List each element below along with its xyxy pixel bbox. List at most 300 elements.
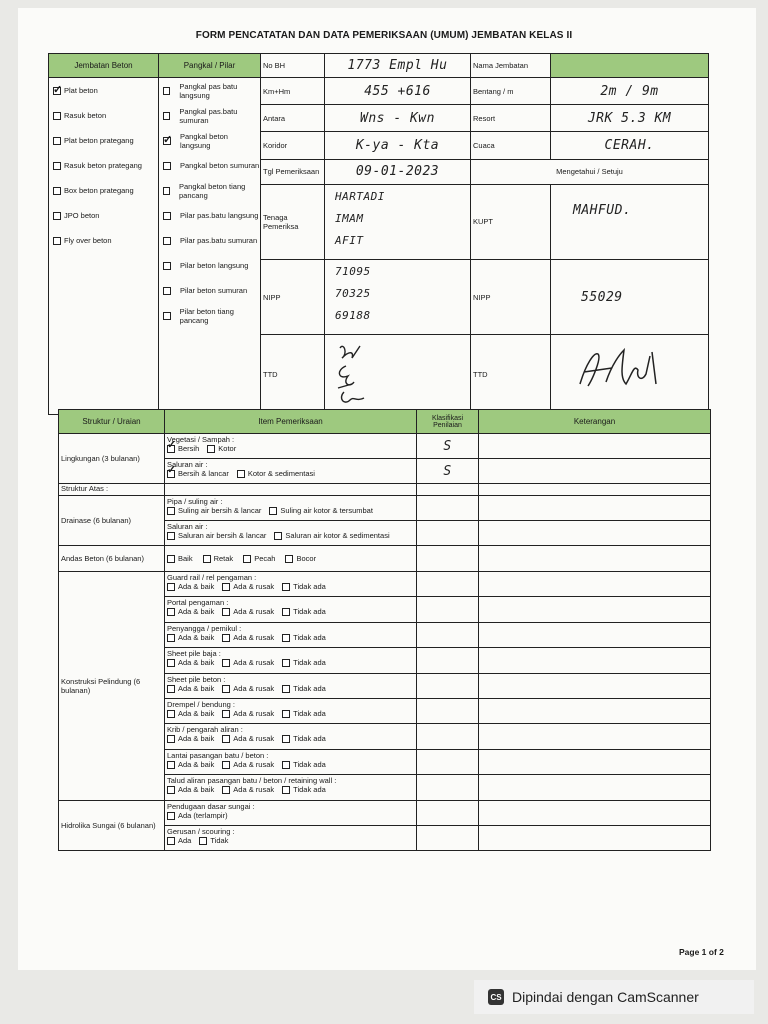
option-label: Ada & rusak (233, 582, 275, 591)
jembatan-beton-item[interactable] (49, 228, 158, 253)
pangkal-label: Pangkal beton langsung (179, 131, 228, 150)
option[interactable] (167, 709, 214, 718)
option[interactable] (167, 811, 228, 820)
option[interactable] (269, 506, 373, 515)
pangkal-checkbox[interactable] (163, 137, 171, 145)
option-label: Ada & rusak (233, 632, 275, 642)
option-checkbox[interactable] (237, 470, 245, 478)
andas-options (165, 546, 417, 572)
pangkal-checkbox[interactable] (163, 237, 171, 245)
item-pemeriksaan-cell (165, 459, 417, 484)
no-bh-label: No BH (261, 54, 325, 78)
andas-option-label: Bocor (296, 553, 317, 563)
keterangan-cell (479, 648, 711, 673)
keterangan-cell (479, 546, 711, 572)
option-label: Suling air kotor & tersumbat (280, 506, 373, 515)
camscanner-logo-icon: CS (488, 989, 504, 1005)
signature-pemeriksa (330, 340, 390, 412)
option-label: Bersih & lancar (178, 469, 229, 478)
option-checkbox[interactable] (167, 532, 175, 540)
option-checkbox[interactable] (282, 583, 290, 591)
klasifikasi-cell (417, 572, 479, 597)
item-pemeriksaan-cell (165, 434, 417, 459)
section-hidrolika-sungai: Hidrolika Sungai (6 bulanan) (59, 800, 165, 850)
option-label: Ada & baik (178, 734, 215, 744)
option-checkbox[interactable] (207, 445, 215, 453)
option[interactable] (222, 684, 274, 693)
item-pemeriksaan-cell (165, 724, 417, 749)
jembatan-beton-checkbox[interactable] (53, 187, 61, 195)
tenaga-label: Tenaga Pemeriksa (261, 184, 325, 259)
section-andas-beton: Andas Beton (6 bulanan) (59, 546, 165, 572)
pangkal-item[interactable] (159, 128, 260, 153)
keterangan-cell (479, 434, 711, 459)
item-pemeriksaan-cell (165, 698, 417, 723)
option[interactable] (167, 444, 199, 453)
section-konstruksi-pelindung: Konstruksi Pelindung (6 bulanan) (59, 572, 165, 801)
exam-table (58, 409, 711, 851)
option-checkbox[interactable] (167, 685, 175, 693)
jembatan-beton-checkbox[interactable] (53, 137, 61, 145)
option-label: Tidak ada (293, 785, 326, 795)
tgl-value: 09-01-2023 (325, 159, 471, 184)
kupt-value: MAHFUD. (551, 184, 709, 259)
option-checkbox[interactable] (269, 507, 277, 515)
option-label: Tidak ada (293, 683, 326, 693)
option-checkbox[interactable] (222, 685, 230, 693)
header-struktur: Struktur / Uraian (59, 410, 165, 434)
bentang-value: 2m / 9m (551, 78, 709, 105)
option-checkbox[interactable] (167, 837, 175, 845)
jembatan-beton-list (49, 78, 159, 415)
option-label: Ada & rusak (233, 734, 275, 744)
option-checkbox[interactable] (222, 735, 230, 743)
klasifikasi-cell (417, 800, 479, 825)
pangkal-checkbox[interactable] (163, 312, 171, 320)
item-pemeriksaan-cell (165, 648, 417, 673)
klasifikasi-cell (417, 622, 479, 647)
header-klasifikasi: Klasifikasi Penilaian (417, 410, 479, 434)
form-title: FORM PENCATATAN DAN DATA PEMERIKSAAN (UMUM) JEMBATAN KELAS II (195, 30, 573, 41)
andas-option-label: Retak (213, 553, 234, 563)
klasifikasi-cell (417, 496, 479, 521)
item-pemeriksaan-cell (165, 800, 417, 825)
option-label: Ada (terlampir) (178, 810, 228, 820)
jembatan-beton-label: JPO beton (64, 211, 100, 221)
option[interactable] (199, 836, 228, 845)
koridor-label: Koridor (261, 132, 325, 159)
option-label: Tidak ada (293, 708, 326, 718)
option-checkbox[interactable] (167, 761, 175, 769)
camscanner-text: Dipindai dengan CamScanner (512, 989, 699, 1005)
option-label: Ada & baik (178, 708, 215, 718)
jembatan-beton-item[interactable] (49, 153, 158, 178)
pangkal-item[interactable] (159, 178, 260, 203)
klasifikasi-value: S (417, 434, 479, 459)
pangkal-label: Pilar beton tiang pancang (179, 306, 234, 325)
signature-kupt (576, 344, 666, 394)
andas-checkbox[interactable] (203, 555, 211, 563)
nipp-2: 70325 (335, 287, 371, 301)
option-checkbox[interactable] (167, 507, 175, 515)
klasifikasi-cell (417, 749, 479, 774)
pangkal-item[interactable] (159, 303, 260, 328)
option-label: Saluran air kotor & sedimentasi (285, 531, 390, 540)
item-title: Sheet pile beton : (167, 674, 226, 684)
option[interactable] (207, 444, 236, 453)
option[interactable] (222, 785, 274, 794)
option-checkbox[interactable] (167, 659, 175, 667)
andas-option[interactable] (167, 554, 193, 563)
nipp-values (325, 260, 471, 335)
item-pemeriksaan-cell (165, 521, 417, 546)
option-label: Suling air bersih & lancar (178, 506, 262, 515)
option-label: Tidak ada (293, 734, 326, 744)
item-pemeriksaan-cell (165, 496, 417, 521)
jembatan-beton-checkbox[interactable] (53, 237, 61, 245)
option[interactable] (167, 760, 214, 769)
jembatan-beton-item[interactable] (49, 203, 158, 228)
klasifikasi-cell (417, 648, 479, 673)
section-struktur-atas: Struktur Atas : (59, 484, 165, 496)
option[interactable] (167, 785, 214, 794)
jembatan-beton-label: Plat beton prategang (64, 136, 134, 146)
item-title: Gerusan / scouring : (167, 826, 235, 836)
tenaga-values (325, 184, 471, 259)
andas-option-label: Pecah (254, 553, 276, 563)
pangkal-checkbox[interactable] (163, 112, 170, 120)
option[interactable] (282, 658, 326, 667)
jembatan-beton-label: Rasuk beton prategang (64, 161, 142, 171)
option[interactable] (282, 582, 326, 591)
nipp-3: 69188 (335, 309, 371, 323)
option[interactable] (222, 633, 274, 642)
ttd2-label: TTD (471, 335, 551, 415)
pangkal-label: Pilar beton langsung (180, 261, 249, 271)
option-label: Tidak ada (293, 582, 326, 591)
jembatan-beton-item[interactable] (49, 128, 158, 153)
jembatan-beton-item[interactable] (49, 178, 158, 203)
pangkal-checkbox[interactable] (163, 262, 171, 270)
option[interactable] (167, 531, 266, 540)
nipp2-label: NIPP (471, 260, 551, 335)
jembatan-beton-label: Plat beton (64, 86, 98, 96)
option-label: Tidak (210, 835, 229, 845)
option[interactable] (222, 658, 274, 667)
cuaca-label: Cuaca (471, 132, 551, 159)
option[interactable] (282, 684, 326, 693)
andas-option[interactable] (285, 554, 316, 563)
ttd-label: TTD (261, 335, 325, 415)
jembatan-beton-checkbox[interactable] (53, 112, 61, 120)
option-checkbox[interactable] (282, 761, 290, 769)
klasifikasi-cell (417, 546, 479, 572)
option-checkbox[interactable] (282, 685, 290, 693)
keterangan-cell (479, 484, 711, 496)
keterangan-cell (479, 800, 711, 825)
jembatan-beton-item[interactable] (49, 78, 158, 103)
item-title: Saluran air : (167, 460, 208, 469)
item-title: Talud aliran pasangan batu / beton / retaining wall : (167, 776, 337, 786)
item-title: Portal pengaman : (167, 598, 229, 608)
item-pemeriksaan-cell (165, 597, 417, 622)
page-number: Page 1 of 2 (679, 947, 724, 957)
option-checkbox[interactable] (167, 608, 175, 616)
pangkal-item[interactable] (159, 153, 260, 178)
pangkal-item[interactable] (159, 278, 260, 303)
keterangan-cell (479, 698, 711, 723)
tgl-label: Tgl Pemeriksaan (261, 159, 325, 184)
klasifikasi-cell (417, 825, 479, 850)
nama-jembatan-value (551, 54, 709, 78)
option-checkbox[interactable] (282, 659, 290, 667)
pangkal-label: Pilar beton sumuran (180, 286, 248, 296)
option-checkbox[interactable] (167, 735, 175, 743)
kmhm-label: Km+Hm (261, 78, 325, 105)
option-checkbox[interactable] (282, 634, 290, 642)
pangkal-label: Pilar pas.batu langsung (180, 211, 259, 221)
jembatan-beton-label: Rasuk beton (64, 111, 107, 121)
klasifikasi-cell (417, 698, 479, 723)
jembatan-beton-checkbox[interactable] (53, 87, 61, 95)
tenaga-3: AFIT (335, 233, 364, 247)
keterangan-cell (479, 825, 711, 850)
keterangan-cell (479, 496, 711, 521)
resort-value: JRK 5.3 KM (551, 105, 709, 132)
item-title: Penyangga / pemikul : (167, 623, 242, 633)
option-checkbox[interactable] (199, 837, 207, 845)
item-title: Pendugaan dasar sungai : (167, 801, 255, 811)
option[interactable] (167, 734, 214, 743)
option[interactable] (282, 709, 326, 718)
keterangan-cell (479, 775, 711, 800)
option-label: Tidak ada (293, 632, 326, 642)
keterangan-cell (479, 724, 711, 749)
pangkal-checkbox[interactable] (163, 87, 170, 95)
klasifikasi-cell (417, 484, 479, 496)
item-title: Saluran air : (167, 522, 208, 531)
pangkal-item[interactable] (159, 78, 260, 103)
option-checkbox[interactable] (282, 735, 290, 743)
option-label: Tidak ada (293, 759, 326, 769)
option-label: Ada & rusak (233, 708, 275, 718)
item-pemeriksaan-cell (165, 749, 417, 774)
pangkal-label: Pangkal pas.batu sumuran (179, 106, 238, 125)
option-label: Ada & rusak (233, 683, 275, 693)
bentang-label: Bentang / m (471, 78, 551, 105)
pangkal-label: Pangkal beton tiang pancang (179, 181, 246, 200)
option[interactable] (167, 582, 214, 591)
item-pemeriksaan-cell (165, 673, 417, 698)
no-bh-value: 1773 Empl Hu (325, 54, 471, 78)
kupt-label: KUPT (471, 184, 551, 259)
jembatan-beton-label: Box beton prategang (64, 186, 134, 196)
option-label: Saluran air bersih & lancar (178, 531, 267, 540)
pangkal-item[interactable] (159, 228, 260, 253)
option-checkbox[interactable] (282, 710, 290, 718)
jembatan-beton-checkbox[interactable] (53, 212, 61, 220)
pangkal-checkbox[interactable] (163, 212, 171, 220)
option-label: Ada & baik (178, 785, 215, 795)
option-checkbox[interactable] (282, 608, 290, 616)
item-title: Krib / pengarah aliran : (167, 725, 243, 735)
item-pemeriksaan-cell (165, 775, 417, 800)
option-label: Bersih (178, 444, 200, 453)
pangkal-item[interactable] (159, 253, 260, 278)
option[interactable] (282, 607, 326, 616)
option-checkbox[interactable] (274, 532, 282, 540)
header-keterangan: Keterangan (479, 410, 711, 434)
option-checkbox[interactable] (222, 583, 230, 591)
option-checkbox[interactable] (222, 761, 230, 769)
option-checkbox[interactable] (222, 710, 230, 718)
pangkal-checkbox[interactable] (163, 162, 171, 170)
option[interactable] (222, 582, 274, 591)
option[interactable] (222, 734, 274, 743)
option-checkbox[interactable] (167, 445, 175, 453)
andas-option[interactable] (243, 554, 275, 563)
option-checkbox[interactable] (282, 786, 290, 794)
nipp-1: 71095 (335, 265, 371, 279)
andas-checkbox[interactable] (243, 555, 251, 563)
nipp-label: NIPP (261, 260, 325, 335)
option[interactable] (282, 785, 326, 794)
option-label: Ada & rusak (233, 607, 275, 617)
cuaca-value: CERAH. (551, 132, 709, 159)
klasifikasi-cell (417, 597, 479, 622)
option-label: Kotor & sedimentasi (247, 469, 315, 478)
option-checkbox[interactable] (167, 470, 175, 478)
antara-value: Wns - Kwn (325, 105, 471, 132)
andas-checkbox[interactable] (285, 555, 293, 563)
jembatan-beton-label: Fly over beton (64, 236, 112, 246)
klasifikasi-cell (417, 673, 479, 698)
option-label: Tidak ada (293, 658, 326, 668)
option-label: Ada & baik (178, 683, 215, 693)
item-title: Lantai pasangan batu / beton : (167, 750, 269, 760)
item-title: Drempel / bendung : (167, 699, 235, 709)
nipp2-value: 55029 (551, 260, 709, 335)
option-checkbox[interactable] (222, 634, 230, 642)
klasifikasi-cell (417, 521, 479, 546)
option[interactable] (222, 709, 274, 718)
option-checkbox[interactable] (167, 812, 175, 820)
pangkal-checkbox[interactable] (163, 287, 171, 295)
tenaga-1: HARTADI (335, 189, 385, 203)
option[interactable] (237, 469, 315, 478)
option-checkbox[interactable] (167, 786, 175, 794)
option-label: Ada & rusak (233, 658, 275, 668)
klasifikasi-cell (417, 775, 479, 800)
antara-label: Antara (261, 105, 325, 132)
item-cell (165, 484, 417, 496)
andas-checkbox[interactable] (167, 555, 175, 563)
pangkal-label: Pilar pas.batu sumuran (180, 236, 258, 246)
option[interactable] (222, 607, 274, 616)
tenaga-2: IMAM (335, 211, 364, 225)
keterangan-cell (479, 521, 711, 546)
pangkal-item[interactable] (159, 203, 260, 228)
keterangan-cell (479, 572, 711, 597)
klasifikasi-value: S (417, 459, 479, 484)
option[interactable] (282, 760, 326, 769)
option-label: Ada & baik (178, 632, 215, 642)
nama-jembatan-label: Nama Jembatan (471, 54, 551, 78)
option[interactable] (167, 836, 191, 845)
option-label: Ada & baik (178, 607, 215, 617)
option[interactable] (222, 760, 274, 769)
option-label: Ada & rusak (233, 785, 275, 795)
keterangan-cell (479, 597, 711, 622)
pangkal-checkbox[interactable] (163, 187, 170, 195)
pangkal-list (159, 78, 261, 415)
item-title: Sheet pile baja : (167, 649, 221, 659)
jembatan-beton-checkbox[interactable] (53, 162, 61, 170)
option[interactable] (167, 633, 214, 642)
keterangan-cell (479, 673, 711, 698)
section-drainase: Drainase (6 bulanan) (59, 496, 165, 546)
option[interactable] (167, 469, 229, 478)
option[interactable] (167, 658, 214, 667)
header-pangkal-pilar: Pangkal / Pilar (159, 54, 261, 78)
item-pemeriksaan-cell (165, 825, 417, 850)
option-label: Ada & rusak (233, 759, 275, 769)
kmhm-value: 455 +616 (325, 78, 471, 105)
option[interactable] (167, 607, 214, 616)
option-checkbox[interactable] (222, 786, 230, 794)
option-label: Kotor (218, 444, 237, 453)
jembatan-beton-item[interactable] (49, 103, 158, 128)
option-label: Ada & baik (178, 759, 215, 769)
option[interactable] (274, 531, 389, 540)
section-lingkungan: Lingkungan (3 bulanan) (59, 434, 165, 484)
option[interactable] (282, 734, 326, 743)
option-label: Ada (178, 835, 192, 845)
camscanner-watermark (474, 980, 754, 1014)
header-jembatan-beton: Jembatan Beton (49, 54, 159, 78)
item-title: Pipa / suling air : (167, 497, 223, 506)
pangkal-label: Pangkal beton sumuran (180, 161, 260, 171)
keterangan-cell (479, 749, 711, 774)
andas-option-label: Baik (178, 553, 193, 563)
option-label: Tidak ada (293, 607, 326, 617)
item-pemeriksaan-cell (165, 622, 417, 647)
resort-label: Resort (471, 105, 551, 132)
item-title: Guard rail / rel pengaman : (167, 573, 257, 582)
option[interactable] (167, 684, 214, 693)
option-checkbox[interactable] (222, 608, 230, 616)
option-checkbox[interactable] (167, 634, 175, 642)
option[interactable] (167, 506, 261, 515)
andas-option[interactable] (203, 554, 234, 563)
option[interactable] (282, 633, 326, 642)
pangkal-item[interactable] (159, 103, 260, 128)
item-pemeriksaan-cell (165, 572, 417, 597)
mengetahui-label: Mengetahui / Setuju (471, 159, 709, 184)
item-title: Vegetasi / Sampah : (167, 435, 235, 444)
option-checkbox[interactable] (167, 710, 175, 718)
klasifikasi-cell (417, 724, 479, 749)
keterangan-cell (479, 622, 711, 647)
pangkal-label: Pangkal pas batu langsung (179, 81, 238, 100)
option-checkbox[interactable] (167, 583, 175, 591)
koridor-value: K-ya - Kta (325, 132, 471, 159)
header-item: Item Pemeriksaan (165, 410, 417, 434)
keterangan-cell (479, 459, 711, 484)
option-label: Ada & baik (178, 582, 215, 591)
option-checkbox[interactable] (222, 659, 230, 667)
option-label: Ada & baik (178, 658, 215, 668)
